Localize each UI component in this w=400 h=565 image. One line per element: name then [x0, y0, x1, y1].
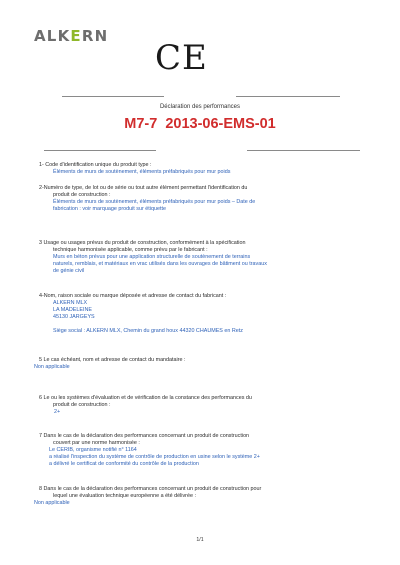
section-6-question: 6 Le ou les systèmes d'évaluation et de vérification de la constance des performances du: [39, 395, 252, 401]
title-rule-right: [247, 150, 360, 151]
title-rule-left: [44, 150, 156, 151]
ce-mark: CE: [155, 38, 208, 78]
section-2-question: 2-Numéro de type, de lot ou de série ou tout autre élément permettant l'identification du: [39, 185, 248, 191]
declaration-title: Déclaration des performances: [159, 104, 241, 110]
section-7-question: 7 Dans le cas de la déclaration des performances concernant un produit de construction: [39, 433, 250, 439]
section-3: [39, 240, 379, 275]
section-5-question: 5 Le cas échéant, nom et adresse de contact du mandataire :: [39, 357, 186, 363]
section-1: [39, 162, 379, 176]
section-6: [39, 395, 379, 416]
section-7-answer: Le CERIB, organisme notifié n° 1164: [49, 447, 137, 453]
head-office: Siège social : ALKERN MLX, Chemin du grand houx 44320 CHAUMES en Retz: [53, 328, 243, 334]
section-3-question-cont: technique harmonisée applicable, comme prévu par le fabricant :: [53, 247, 208, 253]
section-4: [39, 293, 379, 335]
section-2: [39, 185, 379, 213]
section-7-answer-cont: a réalisé l'inspection du système de contrôle de production en usine selon le système 2+: [49, 454, 260, 460]
section-6-question-cont: produit de construction :: [53, 402, 111, 408]
manufacturer-postcode: 45130 JARGEYS: [53, 314, 95, 320]
section-3-answer: Murs en béton prévus pour une application structurelle de soutènement de terrains: [53, 254, 251, 260]
page-number: 1/1: [196, 537, 204, 543]
section-5-answer: Non applicable: [34, 364, 70, 370]
section-2-answer-cont: fabrication : voir marquage produit sur étiquette: [53, 206, 166, 212]
section-5: [34, 357, 379, 371]
top-rule-left: [62, 96, 164, 97]
section-2-question-cont: produit de construction :: [53, 192, 111, 198]
section-4-question: 4-Nom, raison sociale ou marque déposée et adresse de contact du fabricant :: [39, 293, 227, 299]
section-2-answer: Éléments de murs de soutènement, éléments préfabriqués pour mur poids – Date de: [53, 199, 256, 205]
section-3-answer-cont: naturels, remblais, et matériaux en vrac utilisés dans les ouvrages de bâtiment ou travaux: [53, 261, 267, 267]
manufacturer-locality: LA MADELEINE: [53, 307, 92, 313]
section-8-question: 8 Dans le cas de la déclaration des performances concernant un produit de construction pour: [39, 486, 262, 492]
section-1-answer: Éléments de murs de soutènement, éléments préfabriqués pour mur poids: [53, 169, 231, 175]
section-7-question-cont: couvert par une norme harmonisée :: [53, 440, 140, 446]
section-7: [39, 433, 379, 468]
section-8-question-cont: lequel une évaluation technique européenne a été délivrée :: [53, 493, 196, 499]
section-7-answer-end: a délivré le certificat de conformité du contrôle de la production: [49, 461, 199, 467]
top-rule-right: [236, 96, 340, 97]
document-reference: M7-7 2013-06-EMS-01: [124, 116, 276, 132]
alkern-logo: ALKERN: [34, 27, 109, 45]
manufacturer-name: ALKERN MLX: [53, 300, 88, 306]
section-8-answer: Non applicable: [34, 500, 70, 506]
section-1-question: 1- Code d'identification unique du produit type :: [39, 162, 152, 168]
section-3-question: 3 Usage ou usages prévus du produit de construction, conformément à la spécification: [39, 240, 246, 246]
section-6-answer: 2+: [54, 409, 61, 415]
section-8: [34, 486, 379, 507]
section-3-answer-end: de génie civil: [53, 268, 85, 274]
